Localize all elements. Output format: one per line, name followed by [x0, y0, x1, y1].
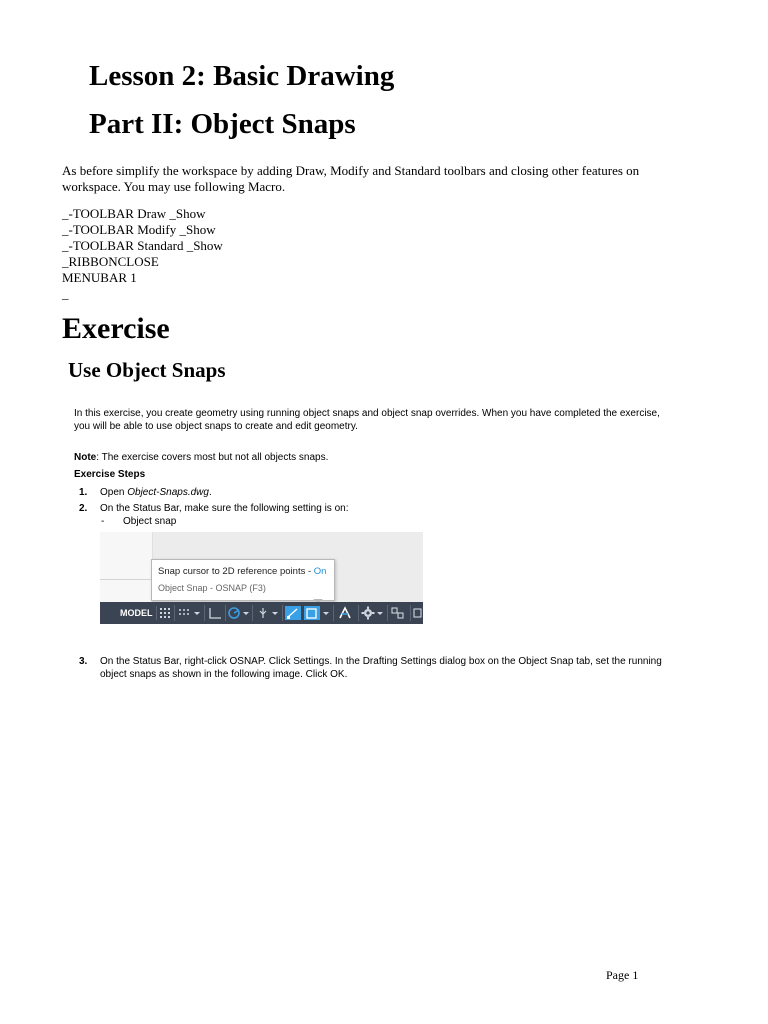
separator	[358, 605, 359, 621]
macro-line: _	[62, 286, 69, 301]
chevron-down-icon[interactable]	[193, 606, 201, 620]
exercise-subtitle: Use Object Snaps	[68, 358, 226, 382]
intro-line: workspace. You may use following Macro.	[62, 179, 286, 194]
note	[74, 451, 328, 464]
divider	[100, 579, 152, 580]
polar-tracking-icon[interactable]	[227, 606, 241, 620]
isodraft-icon[interactable]	[256, 606, 270, 620]
step-2	[0, 502, 768, 530]
step-text: object snaps as shown in the following image. Click OK.	[100, 669, 348, 680]
separator	[282, 605, 283, 621]
sub-item-object-snap: Object snap	[123, 516, 177, 527]
step-suffix: .	[208, 487, 212, 498]
macro-line: _-TOOLBAR Draw _Show	[62, 206, 206, 221]
part-title: Part II: Object Snaps	[89, 108, 356, 140]
lesson-title: Lesson 2: Basic Drawing	[89, 60, 395, 92]
macro-line: _-TOOLBAR Modify _Show	[62, 222, 216, 237]
step-1	[0, 486, 768, 499]
chevron-down-icon[interactable]	[271, 606, 279, 620]
step-text: On the Status Bar, right-click OSNAP. Click Settings. In the Drafting Settings dialog box on the Object Snap tab, set the running	[100, 656, 662, 667]
snap-mode-icon[interactable]	[177, 606, 191, 620]
separator	[333, 605, 334, 621]
workspace-gear-icon[interactable]	[361, 606, 375, 620]
separator	[204, 605, 205, 621]
separator	[225, 605, 226, 621]
separator	[387, 605, 388, 621]
tooltip-title: Snap cursor to 2D reference points	[158, 566, 306, 577]
separator	[174, 605, 175, 621]
annotation-scale-icon[interactable]	[337, 606, 355, 620]
object-snap-tracking-icon[interactable]	[285, 606, 301, 620]
page-number: Page 1	[606, 968, 639, 982]
step-3	[0, 655, 768, 683]
exercise-intro-line: In this exercise, you create geometry using running object snaps and object snap overrides. When you have completed the exercise,	[74, 408, 660, 419]
customize-icon[interactable]	[390, 606, 406, 620]
intro-paragraph	[62, 163, 702, 195]
step-number: 2.	[79, 503, 88, 514]
chevron-down-icon[interactable]	[242, 606, 250, 620]
chevron-down-icon[interactable]	[376, 606, 384, 620]
macro-block	[62, 206, 223, 302]
object-snap-icon[interactable]	[304, 606, 320, 620]
tooltip-title-line	[158, 566, 326, 577]
separator	[252, 605, 253, 621]
tooltip-subtitle: Object Snap - OSNAP (F3)	[158, 583, 266, 593]
step-number: 1.	[79, 487, 88, 498]
status-bar	[100, 602, 423, 624]
sub-bullet: -	[101, 516, 105, 527]
drawing-area-strip	[100, 532, 153, 602]
macro-line: MENUBAR 1	[62, 270, 137, 285]
osnap-tooltip	[151, 559, 335, 601]
step-text	[100, 486, 212, 499]
step-text: On the Status Bar, make sure the following setting is on:	[100, 503, 349, 514]
intro-line: As before simplify the workspace by adding Draw, Modify and Standard toolbars and closing other features on	[62, 163, 640, 178]
ortho-icon[interactable]	[207, 606, 223, 620]
macro-line: _-TOOLBAR Standard _Show	[62, 238, 223, 253]
isolate-objects-icon[interactable]	[413, 606, 423, 620]
exercise-title: Exercise	[62, 312, 170, 345]
chevron-down-icon[interactable]	[322, 606, 330, 620]
tooltip-separator: -	[305, 566, 314, 577]
separator	[410, 605, 411, 621]
exercise-intro-line: you will be able to use object snaps to create and edit geometry.	[74, 421, 358, 432]
step-prefix: Open	[100, 487, 128, 498]
status-bar-screenshot	[100, 532, 423, 624]
note-text: : The exercise covers most but not all objects snaps.	[96, 452, 329, 463]
macro-line: _RIBBONCLOSE	[62, 254, 159, 269]
tooltip-state: On	[313, 566, 327, 577]
grid-icon[interactable]	[158, 606, 172, 620]
steps-heading: Exercise Steps	[74, 469, 146, 480]
model-button[interactable]: MODEL	[117, 606, 157, 620]
note-label: Note	[74, 452, 97, 463]
exercise-intro	[74, 407, 714, 433]
file-name: Object-Snaps.dwg	[127, 487, 209, 498]
step-number: 3.	[79, 656, 88, 667]
